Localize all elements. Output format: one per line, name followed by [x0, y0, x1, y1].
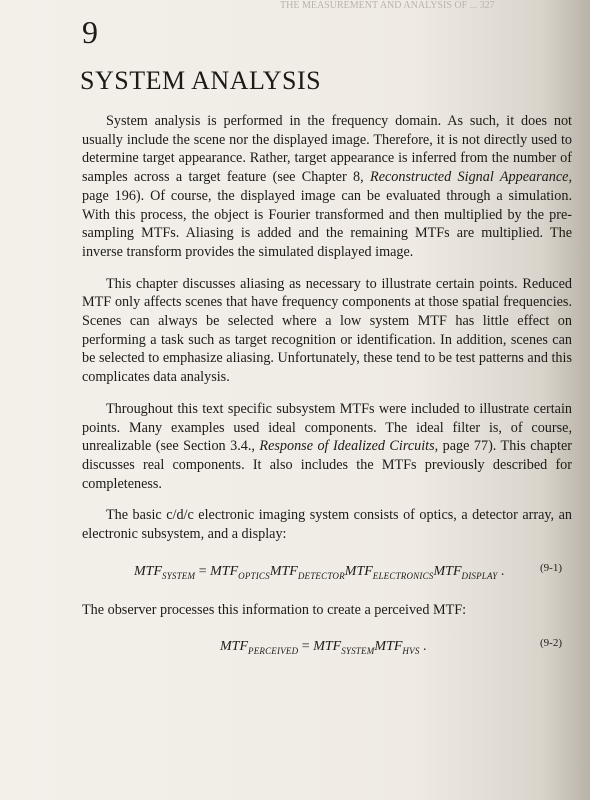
paragraph-text: System analysis is performed in the frequency domain. As such, it does not usually include the scene nor the displayed image. Therefore, it is not directly used to determine target appearance. Rather, target appearance is inferred from the number of samples across a target feature (see Chapter 8, [82, 113, 572, 186]
equation-number: (9-2) [540, 637, 562, 650]
paragraph-1 [82, 112, 572, 262]
chapter-body [82, 112, 572, 676]
chapter-title: SYSTEM ANALYSIS [80, 66, 322, 95]
running-head: THE MEASUREMENT AND ANALYSIS OF ... 327 [280, 0, 495, 11]
equation-expression: $MTF_{PERCEIVED} = MTF_{SYSTEM}MTF_{HVS}$ . [220, 639, 427, 657]
section-reference: Response of Idealized Circuits [259, 438, 435, 455]
equation-9-2 [82, 632, 572, 662]
paragraph-5: The observer processes this information to create a perceived MTF: [82, 601, 467, 618]
paragraph-text: , page 77). This chapter discusses real components. It also includes the MTFs previously described for completeness. [82, 438, 572, 492]
paragraph-3 [82, 400, 572, 494]
equation-expression: $MTF_{SYSTEM} = MTF_{OPTICS}MTF_{DETECTOR}MTF_{ELECTRONICS}MTF_{DISPLAY}$ . [134, 563, 505, 581]
paragraph-text: , page 196). Of course, the displayed image can be evaluated through a simulation. With this process, the object is Fourier transformed and then multiplied by the pre-sampling MTFs. Aliasing is added and the remaining MTFs are multiplied. The inverse transform provides the simulated displayed image. [82, 169, 572, 260]
equation-9-1 [82, 557, 572, 587]
paragraph-text: Throughout this text specific subsystem MTFs were included to illustrate certain points. Many examples used ideal components. The ideal filter is, of course, unrealizable (see Section 3.4., [82, 400, 572, 455]
paragraph-2: This chapter discusses aliasing as necessary to illustrate certain points. Reduced MTF only affects scenes that have frequency components at those spatial frequencies. Scenes can always be selected where a low system MTF has little effect on performing a task such as target recognition or identification. In addition, scenes can be selected to emphasize aliasing. Unfortunately, these tend to be test patterns and this complicates data analysis. [82, 275, 572, 386]
chapter-number: 9 [82, 14, 98, 50]
equation-number: (9-1) [540, 561, 562, 574]
paragraph-4: The basic c/d/c electronic imaging system consists of optics, a detector array, an electronic subsystem, and a display: [82, 507, 572, 543]
chapter-reference: Reconstructed Signal Appearance [370, 169, 569, 186]
